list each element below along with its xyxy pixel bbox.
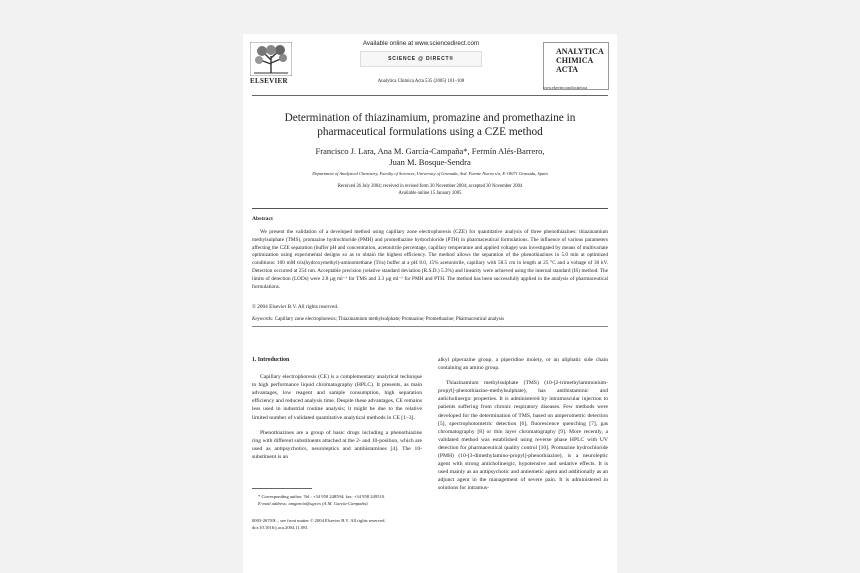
issn-line: 0003-2670/$ – see front matter © 2004 Elsevier B.V. All rights reserved. xyxy=(252,518,386,523)
abstract-heading: Abstract xyxy=(252,216,273,222)
intro-paragraph-4: Thiazinamium methylsulphate (TMS) (10-[2-trimethylammonium-propyl]-phenothiazine-methylsulphate), has antihistaminic and anticholinergic properties. It is administered by intramuscular injection to patients suffering from chronic respiratory diseases. Few methods were developed for the determination of TMS, based on amperometric detection [5], spectrophotometric detection [6], fluorescence quenching [7], gas chromatography [8] or thin layer chromatography [9]. More recently, a validated method was established using reverse phase HPLC with UV detection for pharmaceutical quality control [10]. Promazine hydrochloride (PMH) (10-[3-dimethylamino-propyl]-phenothiazine), is a neuroleptic agent with strong anticholinergic, hypotensive and sedative effects. It is used mainly as an antipsychotic and antiemetic agent and additionally as an adjunct agent in the management of severe pain. It is administered in solutions for intramus- xyxy=(438,380,608,492)
author-email: E-mail address: amgarcia@ugr.es (A.M. García-Campaña). xyxy=(258,501,369,506)
keywords-text: Capillary zone electrophoresis; Thiazinamium methylsulphate; Promazine; Promethazine; Pharmaceutical analysis xyxy=(274,317,505,322)
journal-logo-title: ANALYTICA CHIMICA ACTA xyxy=(556,47,604,74)
section-heading: 1. Introduction xyxy=(252,357,290,363)
keywords-label: Keywords: xyxy=(252,317,274,322)
intro-paragraph-2: Phenothiazines are a group of basic drugs including a phenothiazine ring with different substituents attached at the 2- and 10-position, which are used as antipsychotics, neuroleptics and antihistamines [4]. The 10-substituent is an xyxy=(252,429,422,460)
intro-paragraph-1: Capillary electrophoresis (CE) is a complementary analytical technique to high performance liquid chromatography (HPLC). It presents, as main advantages, low reagent and sample consumption, high separation efficiency and reduced analysis time. Despite these advantages, CE remains less used in industrial routine analysis; it might be due to the relative limited number of validated quantitative analytical methods in CE [1–3]. xyxy=(252,374,422,421)
authors-line-2: Juan M. Bosque-Sendra xyxy=(389,157,471,167)
article-title: Determination of thiazinamium, promazine and promethazine in pharmaceutical formulations using a CZE method xyxy=(284,112,576,138)
available-online-text: Available online at www.sciencedirect.com xyxy=(362,40,480,47)
intro-paragraph-3: alkyl piperazine group, a piperidine moiety, or an aliphatic side chain containing an amino group. xyxy=(438,357,608,372)
left-column xyxy=(252,356,422,468)
right-column xyxy=(438,356,608,500)
abstract-divider xyxy=(252,208,608,209)
header-divider xyxy=(252,95,608,96)
affiliation: Department of Analytical Chemistry, Faculty of Sciences, University of Granada, Avd. Fuente Nueva s/n, E-18071 Granada, Spain xyxy=(312,171,548,176)
publisher-name: ELSEVIER xyxy=(250,77,288,85)
page-footer xyxy=(252,517,452,531)
abstract-copyright: © 2004 Elsevier B.V. All rights reserved. xyxy=(252,304,339,310)
sciencedirect-logo: SCIENCE @ DIRECT® xyxy=(360,51,482,67)
article-dates xyxy=(252,183,608,197)
abstract-body: We present the validation of a developed method using capillary zone electrophoresis (CZE) for quantitative analysis of three phenothiazines: thiazinamium methylsulphate (TMS), promazine hydrochloride (PMH) and promethazine hydrochloride (PTH) in pharmaceutical formulations. The influence of various parameters affecting the CZE separation (buffer pH and concentration, acetonitrile percentage, capillary temperature and applied voltage) was investigated by means of multivariate optimization using experimental designs so as to obtain the highest efficiency. The method allows the separation of the phenothiazines in 5.0 min at optimized conditions: 100 mM tris(hydroxymethyl)-aminomethane (Tris) buffer at a pH 8.0, 15% acetonitrile, capillary with 58.5 cm in length at 25 °C and a voltage of 30 kV. Detection occurred at 254 nm. Acceptable precision (relative standard deviation (R.S.D.) 5.3%) and linearity were achieved using the internal standard (IS) method. The limits of detection (LODs) were 2.8 µg ml⁻¹ for TMS and 3.3 µg ml⁻¹ for PMH and PTH. The method has been successfully applied in the analysis of pharmaceutical formulations. xyxy=(252,229,608,290)
journal-url[interactable]: www.elsevier.com/locate/aca xyxy=(543,86,588,90)
footnote-divider xyxy=(252,488,312,489)
footnote xyxy=(252,493,432,507)
received-dates: Received 26 July 2004; received in revised form 30 November 2004; accepted 30 November 2004 xyxy=(337,184,523,189)
corresponding-author: * Corresponding author. Tel.: +34 958 248594; fax: +34 958 249510. xyxy=(258,494,386,499)
keywords-divider xyxy=(252,326,608,327)
keywords xyxy=(252,317,608,322)
authors-line-1: Francisco J. Lara, Ana M. García-Campaña*, Fermín Alés-Barrero, xyxy=(315,146,545,156)
journal-reference: Analytica Chimica Acta 535 (2005) 101–108 xyxy=(377,79,465,84)
author-list xyxy=(252,146,608,168)
journal-logo xyxy=(543,42,609,90)
tree-icon xyxy=(250,42,292,76)
doi-line[interactable]: doi:10.1016/j.aca.2004.11.081 xyxy=(252,525,308,530)
available-date: Available online 15 January 2005 xyxy=(398,191,462,196)
